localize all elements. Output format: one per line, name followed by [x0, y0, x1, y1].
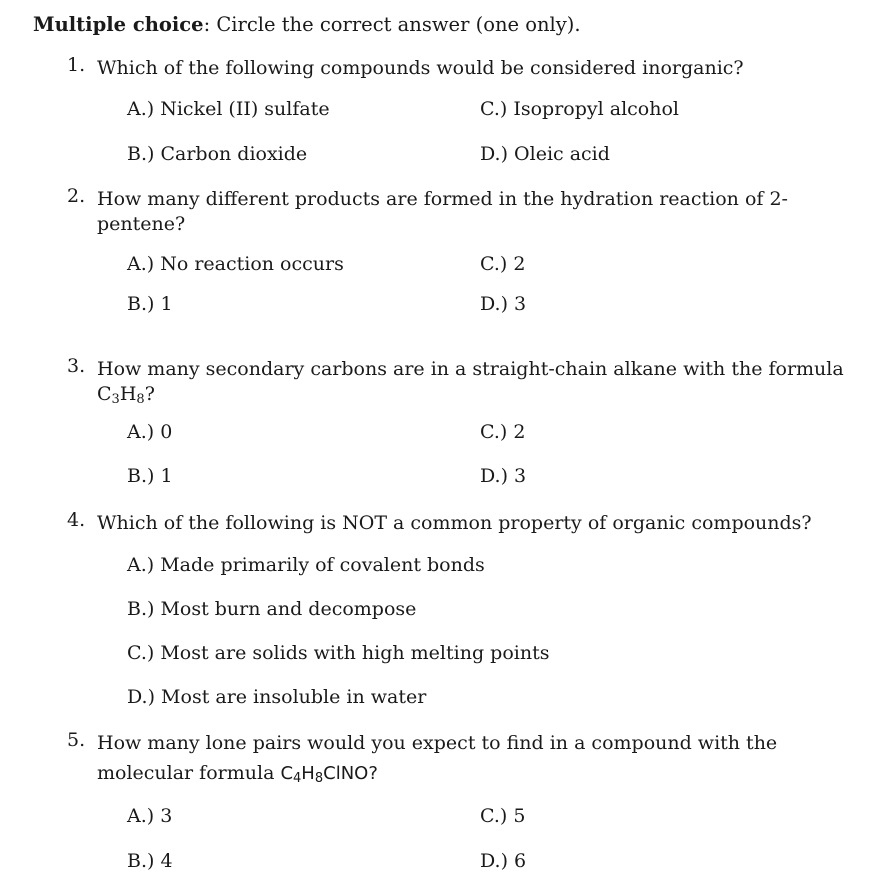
q4-option-b[interactable]: B.) Most burn and decompose [127, 598, 417, 620]
question-formula: $C_3H_8$? [97, 383, 155, 407]
q1-option-b[interactable]: B.) Carbon dioxide [127, 143, 308, 165]
q2-option-c[interactable]: C.) 2 [480, 253, 526, 275]
question-number: 3. [67, 355, 86, 377]
question-text-line-2: molecular formula $C_4H_8ClNO$? [97, 762, 378, 786]
header-instruction: : Circle the correct answer (one only). [203, 13, 581, 36]
q1-option-c[interactable]: C.) Isopropyl alcohol [480, 98, 679, 120]
question-number: 5. [67, 729, 86, 751]
q5-option-d[interactable]: D.) 6 [480, 850, 527, 872]
question-number: 4. [67, 509, 86, 531]
q5-option-a[interactable]: A.) 3 [127, 805, 173, 827]
q5-option-c[interactable]: C.) 5 [480, 805, 526, 827]
q4-option-c[interactable]: C.) Most are solids with high melting points [127, 642, 550, 664]
question-text-line-1: How many secondary carbons are in a straight-chain alkane with the formula [97, 358, 844, 380]
q2-option-d[interactable]: D.) 3 [480, 293, 527, 315]
header-title: Multiple choice [33, 13, 204, 36]
q4-option-d[interactable]: D.) Most are insoluble in water [127, 686, 427, 708]
worksheet-header [33, 13, 581, 36]
q2-option-b[interactable]: B.) 1 [127, 293, 173, 315]
q3-option-b[interactable]: B.) 1 [127, 465, 173, 487]
q4-option-a[interactable]: A.) Made primarily of covalent bonds [127, 554, 485, 576]
question-text-line-1: How many different products are formed in the hydration reaction of 2- [97, 188, 788, 210]
q1-option-a[interactable]: A.) Nickel (II) sulfate [127, 98, 330, 120]
q5-option-b[interactable]: B.) 4 [127, 850, 173, 872]
question-text: Which of the following is NOT a common property of organic compounds? [97, 512, 812, 534]
q3-option-a[interactable]: A.) 0 [127, 421, 173, 443]
question-formula: $C_4H_8ClNO$? [280, 763, 378, 786]
q1-option-d[interactable]: D.) Oleic acid [480, 143, 610, 165]
question-number: 1. [67, 54, 86, 76]
q3-option-c[interactable]: C.) 2 [480, 421, 526, 443]
question-text: Which of the following compounds would be considered inorganic? [97, 57, 744, 79]
question-number: 2. [67, 185, 86, 207]
q2-option-a[interactable]: A.) No reaction occurs [127, 253, 344, 275]
q3-option-d[interactable]: D.) 3 [480, 465, 527, 487]
question-text-line-1: How many lone pairs would you expect to find in a compound with the [97, 732, 778, 754]
question-text-line-2: pentene? [97, 213, 186, 235]
